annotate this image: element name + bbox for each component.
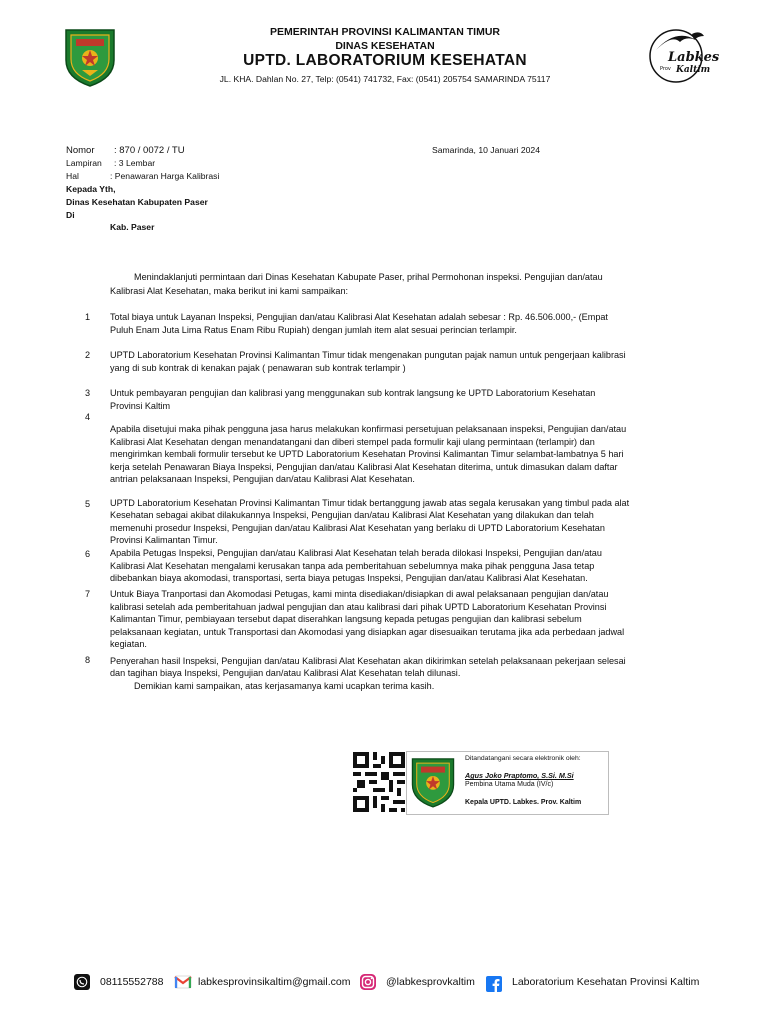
closing-text: Demikian kami sampaikan, atas kerjasamanya kami ucapkan terima kasih. bbox=[134, 681, 435, 691]
item-number: 8 bbox=[85, 655, 91, 665]
item-3-line-2: Provinsi Kaltim bbox=[110, 401, 171, 411]
item-4-line-4: kerja setelah Penawaran Biaya Inspeksi, Pengujian dan/atau Kalibrasi Alat Kesehatan diterima, untuk dimasukan dalam daftar bbox=[110, 462, 618, 472]
instagram-icon bbox=[359, 973, 377, 991]
header-department-line: DINAS KESEHATAN bbox=[335, 40, 435, 52]
item-1-line-1 bbox=[110, 311, 608, 324]
footer-contacts bbox=[74, 974, 714, 992]
provincial-emblem-signature bbox=[409, 754, 457, 810]
item-7-line-1: Untuk Biaya Tranportasi dan Akomodasi Petugas, kami minta disediakan/disiapkan di awal pelaksanaan pengujian dan/atau bbox=[110, 589, 609, 599]
item-4-line-3: mengirimkan kembali formulir tersebut ke UPTD Laboratorium Kesehatan Provinsi Kalimantan Timur selambat-lambatnya 5 hari bbox=[110, 449, 624, 459]
item-4-line-2: Kalibrasi Alat Kesehatan dengan menandatangani dan diberi stempel pada formulir kaji ulang permintaan (terlampir) dan bbox=[110, 437, 595, 447]
recipient-location: Kab. Paser bbox=[110, 222, 155, 232]
item-2-line-1: UPTD Laboratorium Kesehatan Provinsi Kalimantan Timur tidak mengenakan pungutan pajak namun untuk pengerjaan kalibrasi bbox=[110, 350, 626, 360]
item-1-line-2: Puluh Enam Juta Lima Ratus Enam Ribu Rupiah) dengan jumlah item alat sesuai perincian terlampir. bbox=[110, 325, 517, 335]
hal-value: : Penawaran Harga Kalibrasi bbox=[110, 171, 220, 181]
whatsapp-icon bbox=[74, 974, 90, 990]
item-4-line-5: antrian pelaksanaan Inspeksi, Pengujian dan/atau Kalibrasi Alat Kesehatan. bbox=[110, 474, 415, 484]
labkes-kaltim-logo bbox=[646, 26, 720, 84]
letter-date: Samarinda, 10 Januari 2024 bbox=[432, 145, 540, 155]
item-8-line-1: Penyerahan hasil Inspeksi, Pengujian dan/atau Kalibrasi Alat Kesehatan akan dikirimkan setelah pelaksanaan pekerjaan selesai bbox=[110, 656, 626, 666]
item-5-line-2: Kesehatan sebagai akibat dilakukannya Inspeksi, Pengujian dan/atau Kalibrasi Alat Kesehatan yang dilakukan dan telah bbox=[110, 510, 594, 520]
intro-line-2: Kalibrasi Alat Kesehatan, maka berikut ini kami sampaikan: bbox=[110, 286, 349, 296]
item-6-line-3: dibebankan biaya akomodasi, transportasi, serta biaya petugas Inspeksi, Pengujian dan/atau Kalibrasi Alat Kesehatan. bbox=[110, 573, 588, 583]
logo-kaltim-text: Kaltim bbox=[676, 65, 711, 75]
item-3-line-1: Untuk pembayaran pengujian dan kalibrasi yang menggunakan sub kontrak langsung ke UPTD Laboratorium Kesehatan bbox=[110, 388, 596, 398]
header-government-line: PEMERINTAH PROVINSI KALIMANTAN TIMUR bbox=[269, 26, 501, 38]
signatory-position: Kepala UPTD. Labkes. Prov. Kaltim bbox=[465, 799, 582, 806]
logo-labkes-text: Labkes bbox=[668, 50, 720, 65]
header-title: UPTD. LABORATORIUM KESEHATAN bbox=[243, 52, 527, 69]
recipient-name: Dinas Kesehatan Kabupaten Paser bbox=[66, 197, 208, 207]
footer-phone: 08115552788 bbox=[100, 976, 164, 988]
footer-email: labkesprovinsikaltim@gmail.com bbox=[198, 976, 351, 988]
item-1-line-1-text: Total biaya untuk Layanan Inspeksi, Pengujian dan/atau Kalibrasi Alat Kesehatan adalah sebesar : Rp. 46.506.000,- (Empat bbox=[110, 312, 608, 322]
item-8-line-2: dan tagihan biaya Inspeksi, Pengujian dan/atau Kalibrasi Alat Kesehatan telah dilunasi. bbox=[110, 668, 461, 678]
facebook-icon bbox=[486, 976, 502, 992]
item-number: 6 bbox=[85, 549, 91, 559]
item-5-line-4: Provinsi Kalimantan Timur. bbox=[110, 535, 218, 545]
nomor-label: Nomor bbox=[66, 145, 95, 156]
item-number: 1 bbox=[85, 312, 91, 322]
footer-instagram: @labkesprovkaltim bbox=[386, 976, 475, 988]
item-6-line-2: Kalibrasi Alat Kesehatan mengalami kerusakan tanpa ada pemberitahuan sebelumnya maka pihak pengguna Jasa tetap bbox=[110, 561, 595, 571]
signatory-rank: Pembina Utama Muda (IV/c) bbox=[465, 781, 554, 788]
item-5-line-3: memenuhi prosedur Inspeksi, Pengujian dan/atau Kalibrasi Alat Kesehatan yang berlaku di UPTD Laboratorium Kesehatan bbox=[110, 523, 605, 533]
item-7-line-3: Kalimantan Timur, pembiayaan tersebut dapat diserahkan langsung kepada petugas pengujian dan kalibrasi sebelum bbox=[110, 614, 582, 624]
lampiran-value: : 3 Lembar bbox=[114, 158, 156, 168]
signatory-name: Agus Joko Praptomo, S.Si. M.Si bbox=[465, 771, 574, 780]
item-number: 7 bbox=[85, 589, 91, 599]
header-address: JL. KHA. Dahlan No. 27, Telp: (0541) 741732, Fax: (0541) 205754 SAMARINDA 75117 bbox=[219, 74, 551, 84]
item-2-line-2: yang di sub kontrak di kenakan pajak ( penawaran sub kontrak terlampir ) bbox=[110, 363, 406, 373]
item-7-line-2: kalibrasi setelah ada pemberitahuan jadwal pengujian dan atau kalibrasi dari pihak UPTD Laboratorium Kesehatan Provinsi bbox=[110, 602, 607, 612]
item-number: 2 bbox=[85, 350, 91, 360]
item-number: 3 bbox=[85, 388, 91, 398]
hal-label: Hal bbox=[66, 171, 79, 181]
item-number: 5 bbox=[85, 499, 91, 509]
recipient-greeting: Kepada Yth, bbox=[66, 184, 116, 194]
item-number: 4 bbox=[85, 412, 91, 422]
qr-code bbox=[353, 752, 405, 812]
item-4-line-1: Apabila disetujui maka pihak pengguna jasa harus melakukan konfirmasi persetujuan pelaksanaan inspeksi, Pengujian dan/atau bbox=[110, 424, 627, 434]
item-7-line-5: kegiatan. bbox=[110, 639, 147, 649]
item-6-line-1: Apabila Petugas Inspeksi, Pengujian dan/atau Kalibrasi Alat Kesehatan telah berada dilokasi Inspeksi, Pengujian dan/atau bbox=[110, 548, 602, 558]
footer-facebook: Laboratorium Kesehatan Provinsi Kaltim bbox=[512, 976, 700, 988]
gmail-icon bbox=[174, 974, 192, 990]
item-5-line-1: UPTD Laboratorium Kesehatan Provinsi Kalimantan Timur tidak bertanggung jawab atas segala kerusakan yang timbul pada alat bbox=[110, 498, 630, 508]
provincial-emblem-left bbox=[62, 26, 118, 88]
item-7-line-4: pelaksanaan kegiatan, untuk Transportasi dan Akomodasi yang disiapkan agar disesuaikan terutama jika ada perbedaan jadwal bbox=[110, 627, 625, 637]
recipient-di: Di bbox=[66, 210, 75, 220]
lampiran-label: Lampiran bbox=[66, 158, 102, 168]
intro-line-1: Menindaklanjuti permintaan dari Dinas Kesehatan Kabupate Paser, prihal Permohonan inspeksi. Pengujian dan/atau bbox=[134, 272, 603, 282]
e-signature-box bbox=[406, 751, 609, 815]
nomor-value: : 870 / 0072 / TU bbox=[114, 145, 185, 156]
logo-prov-text: Prov bbox=[660, 66, 671, 72]
signature-note: Ditandatangani secara elektronik oleh: bbox=[465, 755, 581, 762]
